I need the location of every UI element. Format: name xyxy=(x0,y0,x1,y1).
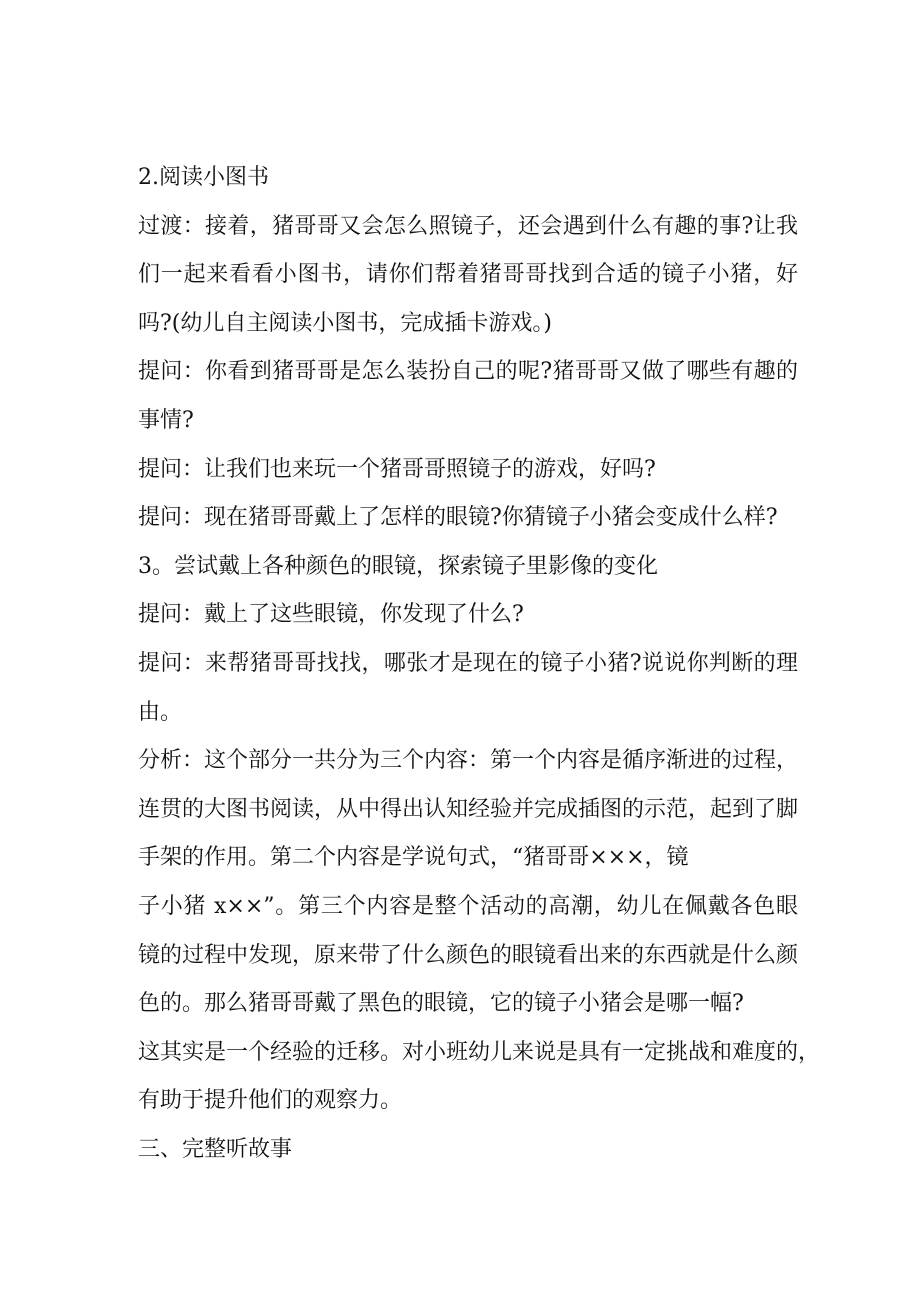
paragraph-line: 子小猪 x××”。第三个内容是整个活动的高潮，幼儿在佩戴各色眼 xyxy=(138,893,798,919)
paragraph-line: 们一起来看看小图书，请你们帮着猪哥哥找到合适的镜子小猪，好 xyxy=(138,262,798,288)
paragraph-line: 分析：这个部分一共分为三个内容：第一个内容是循序渐进的过程， xyxy=(138,748,799,774)
heading-reading-booklet: 2.阅读小图书 xyxy=(138,165,269,190)
paragraph-line: 吗?(幼儿自主阅读小图书，完成插卡游戏。) xyxy=(138,310,552,336)
paragraph-line: 提问：戴上了这些眼镜，你发现了什么? xyxy=(138,602,524,628)
document-body xyxy=(138,165,821,1186)
paragraph-line: 过渡：接着，猪哥哥又会怎么照镜子，还会遇到什么有趣的事?让我 xyxy=(138,213,798,239)
paragraph-line: 连贯的大图书阅读，从中得出认知经验并完成插图的示范，起到了脚 xyxy=(138,796,799,822)
heading-listen-story: 三、完整听故事 xyxy=(138,1136,293,1162)
paragraph-line: 事情? xyxy=(138,407,194,433)
paragraph-line: 手架的作用。第二个内容是学说句式，“猪哥哥×××，镜 xyxy=(138,845,689,871)
paragraph-line: 有助于提升他们的观察力。 xyxy=(138,1088,403,1114)
heading-try-glasses: 3。尝试戴上各种颜色的眼镜，探索镜子里影像的变化 xyxy=(138,553,658,579)
paragraph-line: 提问：来帮猪哥哥找找，哪张才是现在的镜子小猪?说说你判断的理 xyxy=(138,650,798,676)
paragraph-line: 这其实是一个经验的迁移。对小班幼儿来说是具有一定挑战和难度的， xyxy=(138,1039,821,1065)
paragraph-line: 提问：现在猪哥哥戴上了怎样的眼镜?你猜镜子小猪会变成什么样? xyxy=(138,505,778,531)
paragraph-line: 提问：你看到猪哥哥是怎么装扮自己的呢?猪哥哥又做了哪些有趣的 xyxy=(138,359,798,385)
paragraph-line: 镜的过程中发现，原来带了什么颜色的眼镜看出来的东西就是什么颜 xyxy=(138,942,799,968)
paragraph-line: 提问：让我们也来玩一个猪哥哥照镜子的游戏，好吗? xyxy=(138,456,656,482)
paragraph-line: 色的。那么猪哥哥戴了黑色的眼镜，它的镜子小猪会是哪一幅? xyxy=(138,991,744,1017)
paragraph-line: 由。 xyxy=(138,699,183,725)
